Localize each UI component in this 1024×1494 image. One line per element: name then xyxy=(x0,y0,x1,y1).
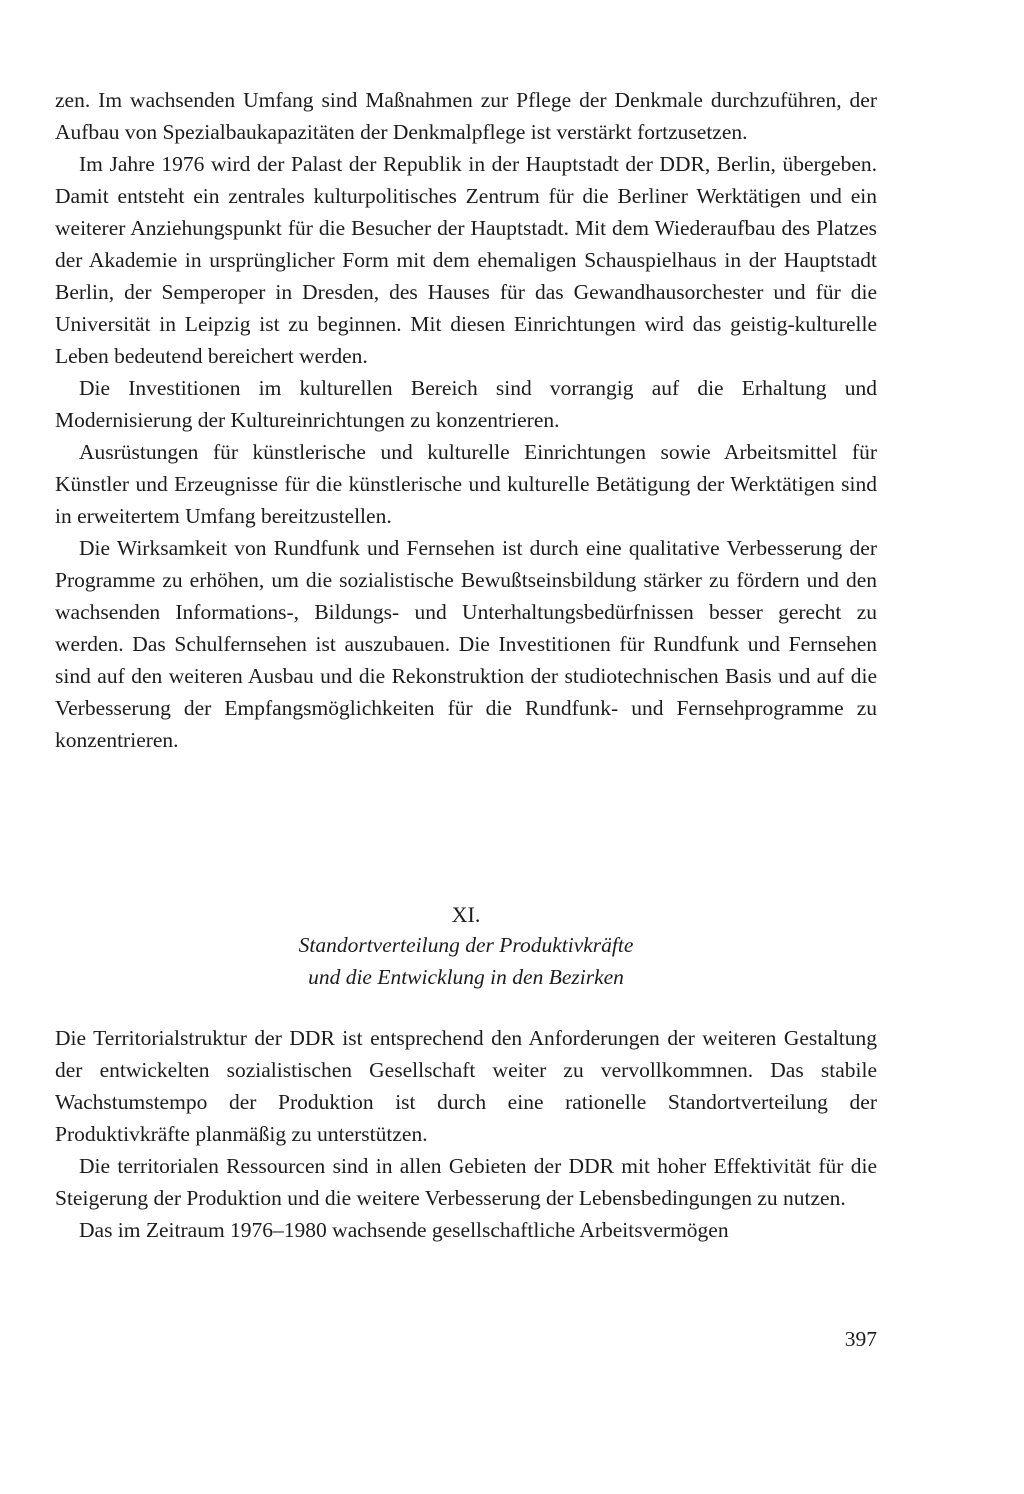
paragraph-territoriale-ressourcen: Die territorialen Ressourcen sind in allen Gebieten der DDR mit hoher Effektivität für die Steigerung der Produktion und die weitere Verbesserung der Lebensbedingungen zu nutzen. xyxy=(55,1154,877,1210)
paragraph-arbeitsvermoegen: Das im Zeitraum 1976–1980 wachsende gesellschaftliche Arbeitsvermögen xyxy=(79,1218,729,1242)
paragraph-rundfunk-fernsehen: Die Wirksamkeit von Rundfunk und Fernsehen ist durch eine qualitative Verbesserung der Programme zu erhöhen, um die sozialistische Bewußtseinsbildung stärker zu fördern und den wachsenden Informations-, Bildungs- und Unterhaltungsbedürfnissen besser gerecht zu werden. Das Schulfernsehen ist auszubauen. Die Investitionen für Rundfunk und Fernsehen sind auf den weiteren Ausbau und die Rekonstruktion der studiotechnischen Basis und auf die Verbesserung der Empfangsmöglichkeiten für die Rundfunk- und Fernsehprogramme zu konzentrieren. xyxy=(55,536,877,752)
section-title-line-1: Standortverteilung der Produktivkräfte xyxy=(298,933,634,957)
paragraph-palast-der-republik: Im Jahre 1976 wird der Palast der Republik in der Hauptstadt der DDR, Berlin, übergeben. Damit entsteht ein zentrales kulturpolitisches Zentrum für die Berliner Werktätigen und ein weiterer Anziehungspunkt für die Besucher der Hauptstadt. Mit dem Wiederaufbau des Platzes der Akademie in ursprünglicher Form mit dem ehemaligen Schauspielhaus in der Hauptstadt Berlin, der Semperoper in Dresden, des Hauses für das Gewandhausorchester und für die Universität in Leipzig ist zu beginnen. Mit diesen Einrichtungen wird das geistig-kulturelle Leben bedeutend bereichert werden. xyxy=(55,152,877,368)
body-text-bottom xyxy=(55,1022,877,1246)
paragraph-investitionen-kultur: Die Investitionen im kulturellen Bereich sind vorrangig auf die Erhaltung und Modernisierung der Kultureinrichtungen zu konzentrieren. xyxy=(55,376,877,432)
paragraph-territorialstruktur: Die Territorialstruktur der DDR ist entsprechend den Anforderungen der weiteren Gestaltung der entwickelten sozialistischen Gesellschaft weiter zu vervollkommnen. Das stabile Wachstumstempo der Produktion ist durch eine rationelle Standortverteilung der Produktivkräfte planmäßig zu unterstützen. xyxy=(55,1026,877,1146)
section-title-line-2: und die Entwicklung in den Bezirken xyxy=(308,965,624,989)
section-number: XI. xyxy=(451,902,481,927)
paragraph-ausruestungen: Ausrüstungen für künstlerische und kulturelle Einrichtungen sowie Arbeitsmittel für Künstler und Erzeugnisse für die künstlerische und kulturelle Betätigung der Werktätigen sind in erweitertem Umfang bereitzustellen. xyxy=(55,440,877,528)
page-number: 397 xyxy=(844,1327,877,1351)
body-text-top xyxy=(55,84,877,756)
paragraph-continuation: zen. Im wachsenden Umfang sind Maßnahmen zur Pflege der Denkmale durchzuführen, der Aufbau von Spezialbaukapazitäten der Denkmalpflege ist verstärkt fortzusetzen. xyxy=(55,88,877,144)
